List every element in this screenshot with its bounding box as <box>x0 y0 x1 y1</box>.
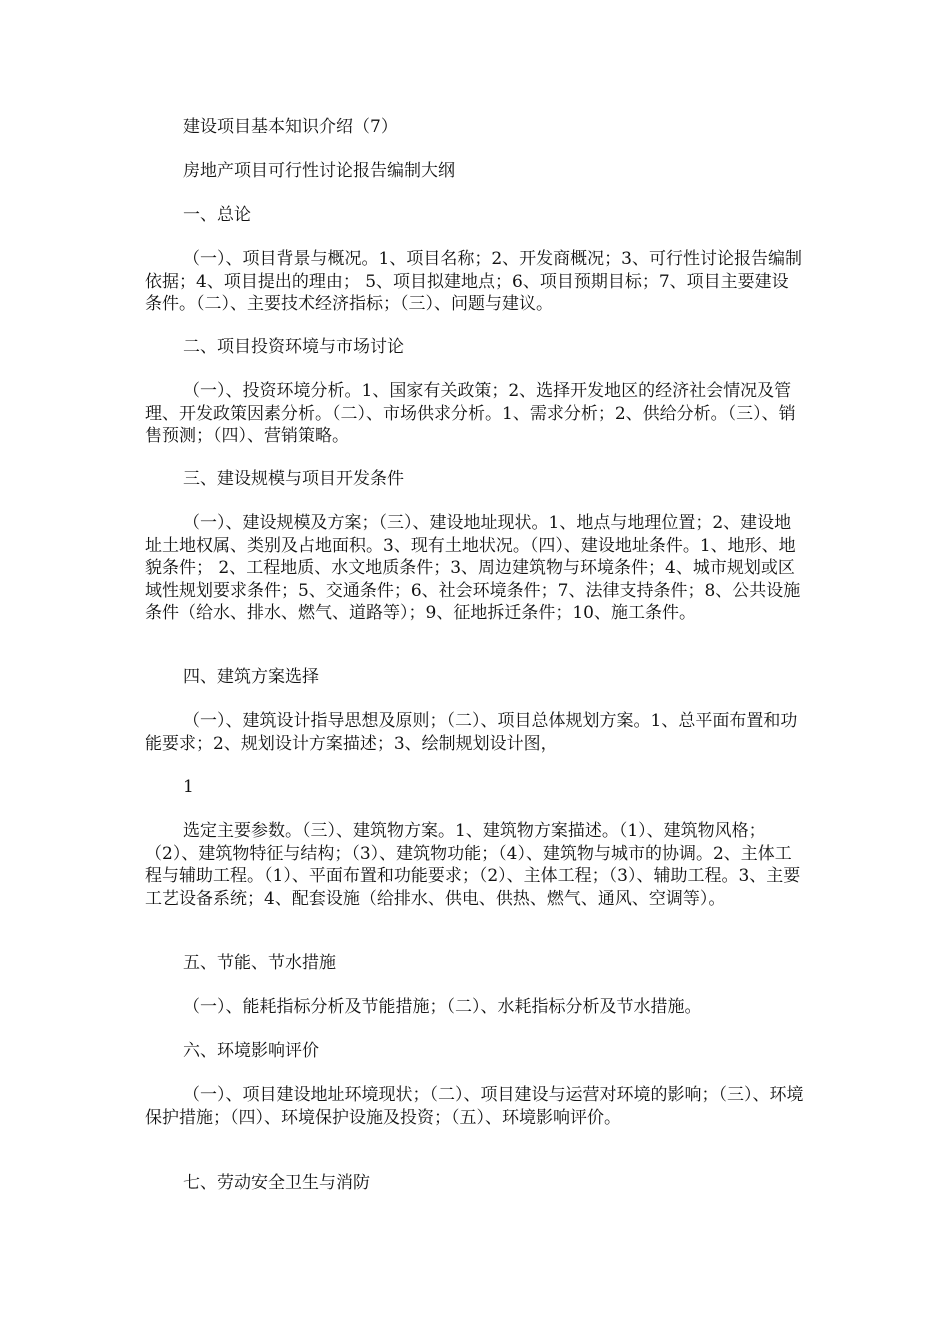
section-body-2: （一）、投资环境分析。1、国家有关政策；2、选择开发地区的经济社会情况及管理、开发政策因素分析。（二）、市场供求分析。1、需求分析；2、供给分析。（三）、销售预测；（四）、营销策略。 <box>145 381 796 446</box>
section-heading-7: 七、劳动安全卫生与消防 <box>183 1173 370 1193</box>
document-title: 建设项目基本知识介绍（7） <box>183 117 398 137</box>
section-body-5: （一）、能耗指标分析及节能措施；（二）、水耗指标分析及节水措施。 <box>183 997 702 1017</box>
section-heading-2: 二、项目投资环境与市场讨论 <box>183 337 404 357</box>
section-heading-1: 一、总论 <box>183 205 251 225</box>
section-heading-3: 三、建设规模与项目开发条件 <box>183 469 404 489</box>
section-body-1: （一）、项目背景与概况。1、项目名称；2、开发商概况；3、可行性讨论报告编制依据；4、项目提出的理由； 5、项目拟建地点；6、项目预期目标；7、项目主要建设条件。（二）、主要技术经济指标；（三）、问题与建议。 <box>145 249 802 314</box>
document-subtitle: 房地产项目可行性讨论报告编制大纲 <box>183 161 455 181</box>
section-heading-6: 六、环境影响评价 <box>183 1041 319 1061</box>
section-body-3: （一）、建设规模及方案；（三）、建设地址现状。1、地点与地理位置；2、建设地址土地权属、类别及占地面积。3、现有土地状况。（四）、建设地址条件。1、地形、地貌条件； 2、工程地质、水文地质条件；3、周边建筑物与环境条件；4、城市规划或区域性规划要求条件；5、交通条件；6、社会环境条件；7、法律支持条件；8、公共设施条件（给水、排水、燃气、道路等）；9、征地拆迁条件；10、施工条件。 <box>145 513 801 623</box>
section-body-6: （一）、项目建设地址环境现状；（二）、项目建设与运营对环境的影响；（三）、环境保护措施；（四）、环境保护设施及投资；（五）、环境影响评价。 <box>145 1085 804 1128</box>
section-heading-5: 五、节能、节水措施 <box>183 953 336 973</box>
page-number: 1 <box>183 777 194 797</box>
section-heading-4: 四、建筑方案选择 <box>183 667 319 687</box>
continuation-paragraph: 选定主要参数。（三）、建筑物方案。1、建筑物方案描述。（1）、建筑物风格；（2）、建筑物特征与结构；（3）、建筑物功能；（4）、建筑物与城市的协调。2、主体工程与辅助工程。（1）、平面布置和功能要求；（2）、主体工程；（3）、辅助工程。3、主要工艺设备系统；4、配套设施（给排水、供电、供热、燃气、通风、空调等）。 <box>145 821 801 909</box>
section-body-4: （一）、建筑设计指导思想及原则；（二）、项目总体规划方案。1、总平面布置和功能要求；2、规划设计方案描述；3、绘制规划设计图， <box>145 711 798 754</box>
